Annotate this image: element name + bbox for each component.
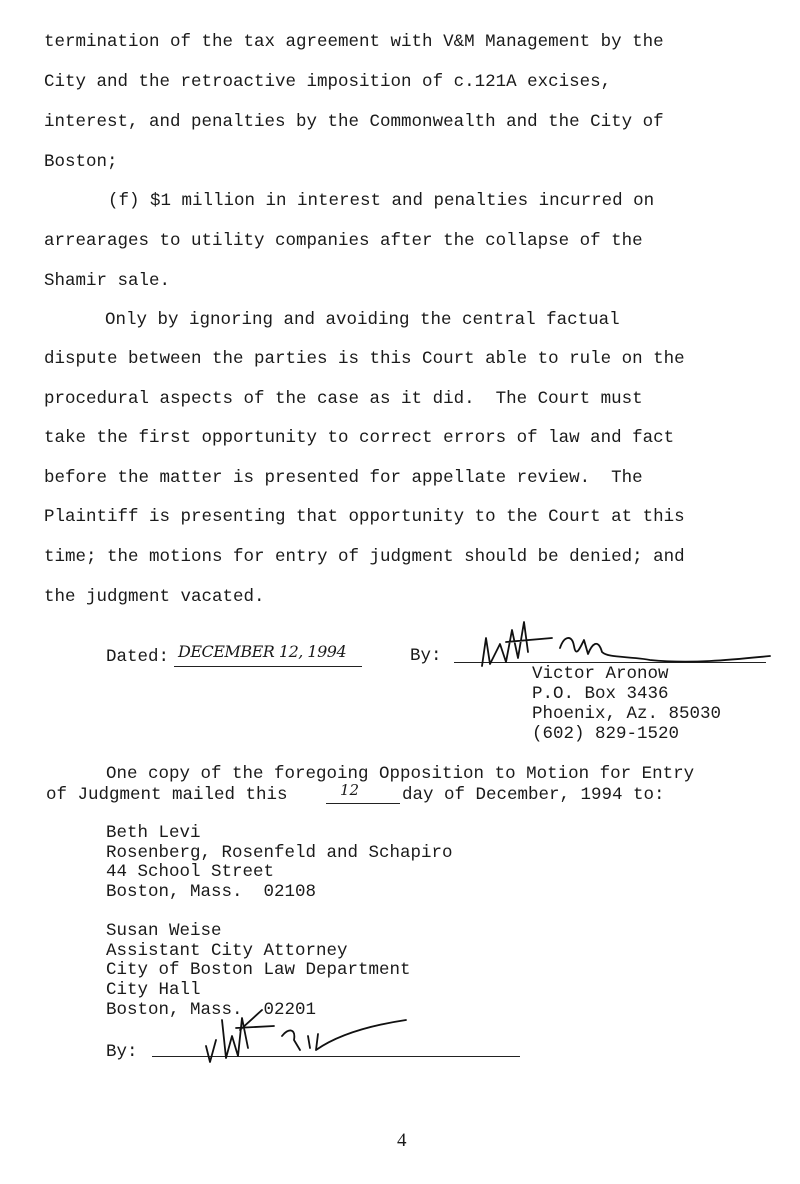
date-underline: [174, 666, 362, 667]
body-line: Shamir sale.: [44, 271, 171, 291]
body-line: termination of the tax agreement with V&M Management by the: [44, 32, 664, 52]
body-line: time; the motions for entry of judgment should be denied; and: [44, 547, 685, 567]
page-number: 4: [397, 1130, 407, 1151]
certificate-line-2-start: of Judgment mailed this: [46, 785, 288, 805]
recipient-2-title: Assistant City Attorney: [106, 941, 348, 961]
signature-image-2: [196, 1000, 416, 1070]
certificate-line-2-end: day of December, 1994 to:: [402, 785, 665, 805]
body-line: dispute between the parties is this Court able to rule on the: [44, 349, 685, 369]
body-line: Only by ignoring and avoiding the central factual: [105, 310, 620, 330]
signer-address-2: Phoenix, Az. 85030: [532, 704, 722, 724]
by-label: By:: [410, 646, 442, 666]
body-line: Boston;: [44, 152, 118, 172]
recipient-1-street: 44 School Street: [106, 862, 275, 882]
body-line: arrearages to utility companies after the collapse of the: [44, 231, 643, 251]
body-line: take the first opportunity to correct errors of law and fact: [44, 428, 675, 448]
dated-label: Dated:: [106, 647, 170, 667]
recipient-2-name: Susan Weise: [106, 921, 222, 941]
certificate-line-1: One copy of the foregoing Opposition to Motion for Entry: [106, 764, 695, 784]
recipient-2-building: City Hall: [106, 980, 201, 1000]
signer-phone: (602) 829-1520: [532, 724, 680, 744]
body-line: Plaintiff is presenting that opportunity to the Court at this: [44, 507, 685, 527]
body-line: procedural aspects of the case as it did. The Court must: [44, 389, 643, 409]
body-line: before the matter is presented for appellate review. The: [44, 468, 643, 488]
body-line: (f) $1 million in interest and penalties incurred on: [108, 191, 655, 211]
by-label-2: By:: [106, 1042, 138, 1062]
handwritten-day: 12: [340, 781, 360, 799]
recipient-1-city: Boston, Mass. 02108: [106, 882, 317, 902]
signer-address-1: P.O. Box 3436: [532, 684, 669, 704]
recipient-1-name: Beth Levi: [106, 823, 201, 843]
body-line: City and the retroactive imposition of c.121A excises,: [44, 72, 612, 92]
signer-name: Victor Aronow: [532, 664, 669, 684]
handwritten-date: DECEMBER 12, 1994: [178, 642, 347, 661]
body-line: interest, and penalties by the Commonwealth and the City of: [44, 112, 664, 132]
body-line: the judgment vacated.: [44, 587, 265, 607]
recipient-2-dept: City of Boston Law Department: [106, 960, 411, 980]
recipient-1-firm: Rosenberg, Rosenfeld and Schapiro: [106, 843, 453, 863]
recipient-2-city: Boston, Mass. 02201: [106, 1000, 317, 1020]
day-underline: [326, 803, 400, 804]
